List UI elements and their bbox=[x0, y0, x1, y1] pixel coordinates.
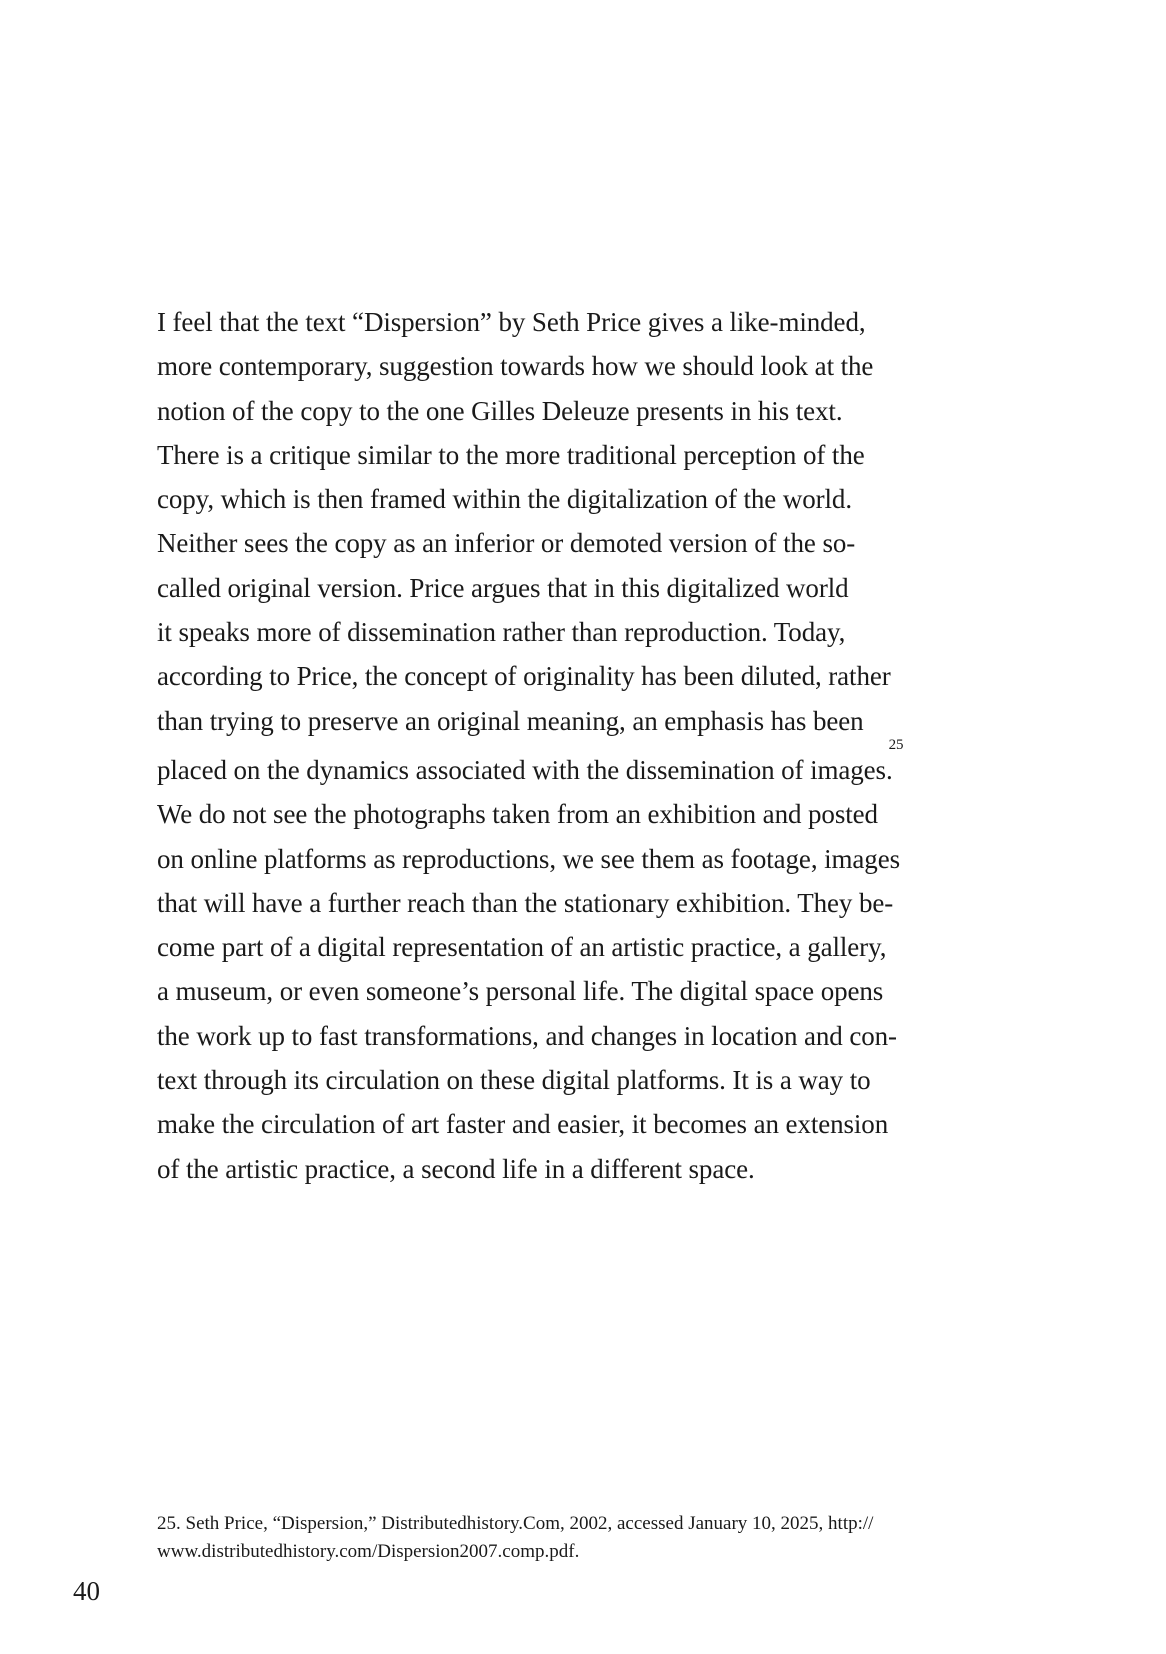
body-line: that will have a further reach than the stationary exhibition. They be- bbox=[157, 887, 894, 918]
body-line: Neither sees the copy as an inferior or demoted version of the so- bbox=[157, 528, 856, 559]
body-line: than trying to preserve an original meaning, an emphasis has been bbox=[157, 705, 864, 736]
body-paragraph bbox=[157, 300, 1027, 1191]
footnote bbox=[157, 1510, 1027, 1566]
body-line: text through its circulation on these digital platforms. It is a way to bbox=[157, 1065, 871, 1096]
footnote-line: 25. Seth Price, “Dispersion,” Distributedhistory.Com, 2002, accessed January 10, 2025, http:// bbox=[157, 1513, 874, 1534]
body-line: There is a critique similar to the more traditional perception of the bbox=[157, 439, 865, 470]
body-line-with-footnote bbox=[157, 736, 1027, 792]
body-line: We do not see the photographs taken from an exhibition and posted bbox=[157, 799, 878, 830]
body-line: copy, which is then framed within the digitalization of the world. bbox=[157, 484, 852, 515]
page-number: 40 bbox=[73, 1576, 100, 1606]
body-line: the work up to fast transformations, and changes in location and con- bbox=[157, 1020, 897, 1051]
body-line: come part of a digital representation of an artistic practice, a gallery, bbox=[157, 932, 887, 963]
footnote-url-line[interactable]: www.distributedhistory.com/Dispersion2007.comp.pdf. bbox=[157, 1541, 580, 1562]
body-line: make the circulation of art faster and easier, it becomes an extension bbox=[157, 1109, 889, 1140]
body-line: on online platforms as reproductions, we see them as footage, images bbox=[157, 843, 900, 874]
body-line: called original version. Price argues that in this digitalized world bbox=[157, 572, 849, 603]
body-line: I feel that the text “Dispersion” by Seth Price gives a like-minded, bbox=[157, 307, 866, 337]
body-line: more contemporary, suggestion towards how we should look at the bbox=[157, 351, 874, 382]
body-line: a museum, or even someone’s personal life. The digital space opens bbox=[157, 976, 884, 1007]
body-line: of the artistic practice, a second life in a different space. bbox=[157, 1153, 755, 1184]
body-line: it speaks more of dissemination rather than reproduction. Today, bbox=[157, 617, 846, 648]
body-line-text: placed on the dynamics associated with the dissemination of images. bbox=[157, 754, 893, 785]
footnote-reference[interactable]: 25 bbox=[888, 736, 904, 753]
body-line: notion of the copy to the one Gilles Deleuze presents in his text. bbox=[157, 395, 843, 426]
body-line: according to Price, the concept of originality has been diluted, rather bbox=[157, 661, 891, 692]
